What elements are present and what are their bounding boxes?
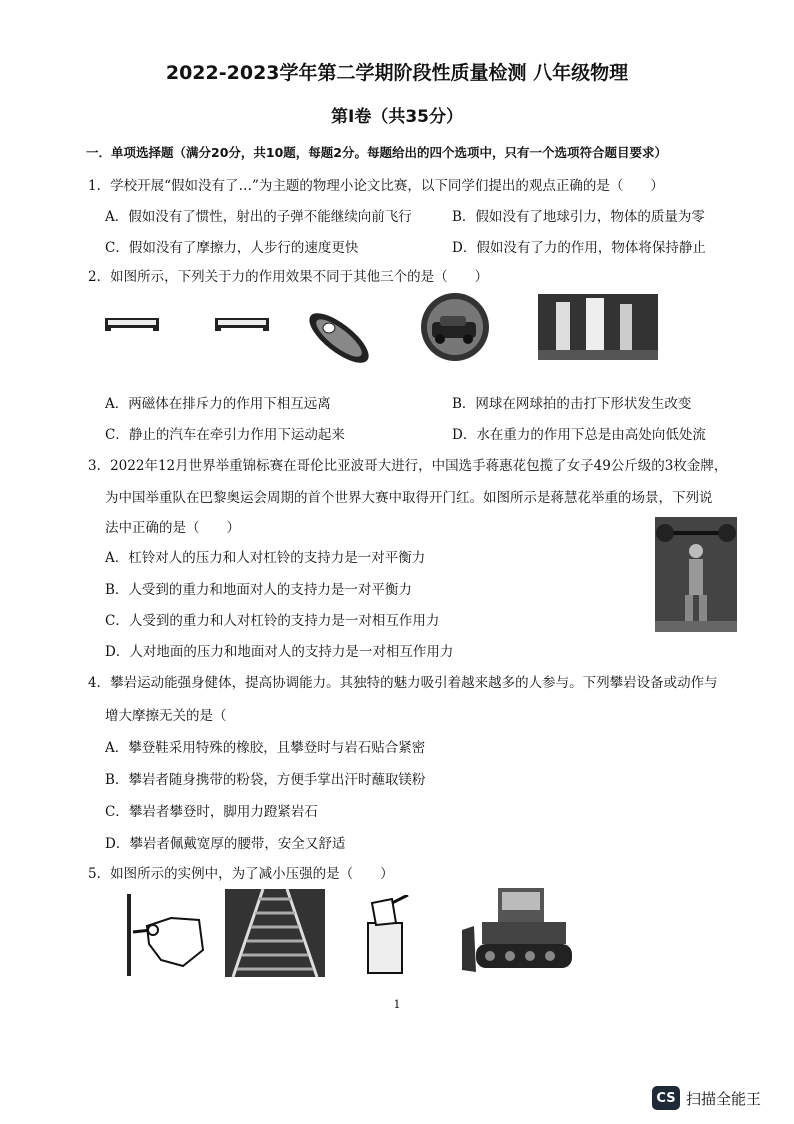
question-3-option-d: D．人对地面的压力和地面对人的支持力是一对相互作用力: [105, 644, 454, 660]
question-3-option-c: C．人受到的重力和人对杠铃的支持力是一对相互作用力: [105, 613, 440, 629]
question-4-stem-line1: 4．攀岩运动能强身健体，提高协调能力。其独特的魅力吸引着越来越多的人参与。下列攀岩设备或动作与: [88, 675, 718, 691]
question-2-option-b: B．网球在网球拍的击打下形状发生改变: [452, 396, 692, 412]
question-4-option-b: B．攀岩者随身携带的粉袋，方便手掌出汗时蘸取镁粉: [105, 772, 426, 788]
question-1-option-c: C．假如没有了摩擦力，人步行的速度更快: [105, 240, 359, 256]
question-4-option-d: D．攀岩者佩戴宽厚的腰带，安全又舒适: [105, 836, 346, 852]
magnet-image-left: [104, 315, 160, 331]
question-2-option-a: A．两磁体在排斥力的作用下相互远离: [105, 396, 331, 412]
camscanner-logo-icon: CS: [652, 1086, 680, 1110]
question-3-option-b: B．人受到的重力和地面对人的支持力是一对平衡力: [105, 582, 412, 598]
page-number: 1: [393, 998, 401, 1011]
thumbtack-image: [125, 890, 205, 980]
question-1-option-a: A．假如没有了惯性，射出的子弹不能继续向前飞行: [105, 209, 412, 225]
waterfall-image: [538, 294, 658, 360]
tennis-racket-image: [305, 300, 375, 372]
question-3-stem-line2: 为中国举重队在巴黎奥运会周期的首个世界大赛中取得开门红。如图所示是蒋慧花举重的场景，下列说: [105, 490, 713, 506]
magnet-image-right: [214, 315, 270, 331]
question-5-stem: 5．如图所示的实例中，为了减小压强的是（ ）: [88, 866, 394, 882]
railway-track-image: [225, 889, 325, 977]
question-3-stem-line3: 法中正确的是（ ）: [105, 520, 240, 536]
weightlifter-image: [655, 517, 737, 632]
page-subtitle: 第Ⅰ卷（共35分）: [331, 107, 463, 127]
question-1-stem: 1．学校开展“假如没有了…”为主题的物理小论文比赛，以下同学们提出的观点正确的是（ ）: [88, 178, 664, 194]
question-2-stem: 2．如图所示，下列关于力的作用效果不同于其他三个的是（ ）: [88, 269, 489, 285]
car-image: [420, 292, 490, 362]
question-1-option-d: D．假如没有了力的作用，物体将保持静止: [452, 240, 706, 256]
question-3-option-a: A．杠铃对人的压力和人对杠铃的支持力是一对平衡力: [105, 550, 426, 566]
question-4-option-a: A．攀登鞋采用特殊的橡胶，且攀登时与岩石贴合紧密: [105, 740, 426, 756]
question-1-option-b: B．假如没有了地球引力，物体的质量为零: [452, 209, 705, 225]
question-3-stem-line1: 3．2022年12月世界举重锦标赛在哥伦比亚波哥大进行，中国选手蒋惠花包揽了女子49公斤级的3枚金牌，: [88, 458, 728, 474]
question-4-option-c: C．攀岩者攀登时，脚用力蹬紧岩石: [105, 804, 318, 820]
axe-image: [362, 895, 412, 977]
page-title: 2022-2023学年第二学期阶段性质量检测 八年级物理: [165, 62, 629, 84]
question-4-stem-line2: 增大摩擦无关的是（: [105, 708, 227, 724]
question-2-option-c: C．静止的汽车在牵引力作用下运动起来: [105, 427, 345, 443]
scanner-watermark: [652, 1086, 761, 1110]
bulldozer-image: [462, 882, 580, 978]
section-heading: 一．单项选择题（满分20分，共10题，每题2分。每题给出的四个选项中，只有一个选项符合题目要求）: [86, 145, 667, 160]
question-2-option-d: D．水在重力的作用下总是由高处向低处流: [452, 427, 706, 443]
scanner-name: 扫描全能王: [686, 1089, 762, 1108]
